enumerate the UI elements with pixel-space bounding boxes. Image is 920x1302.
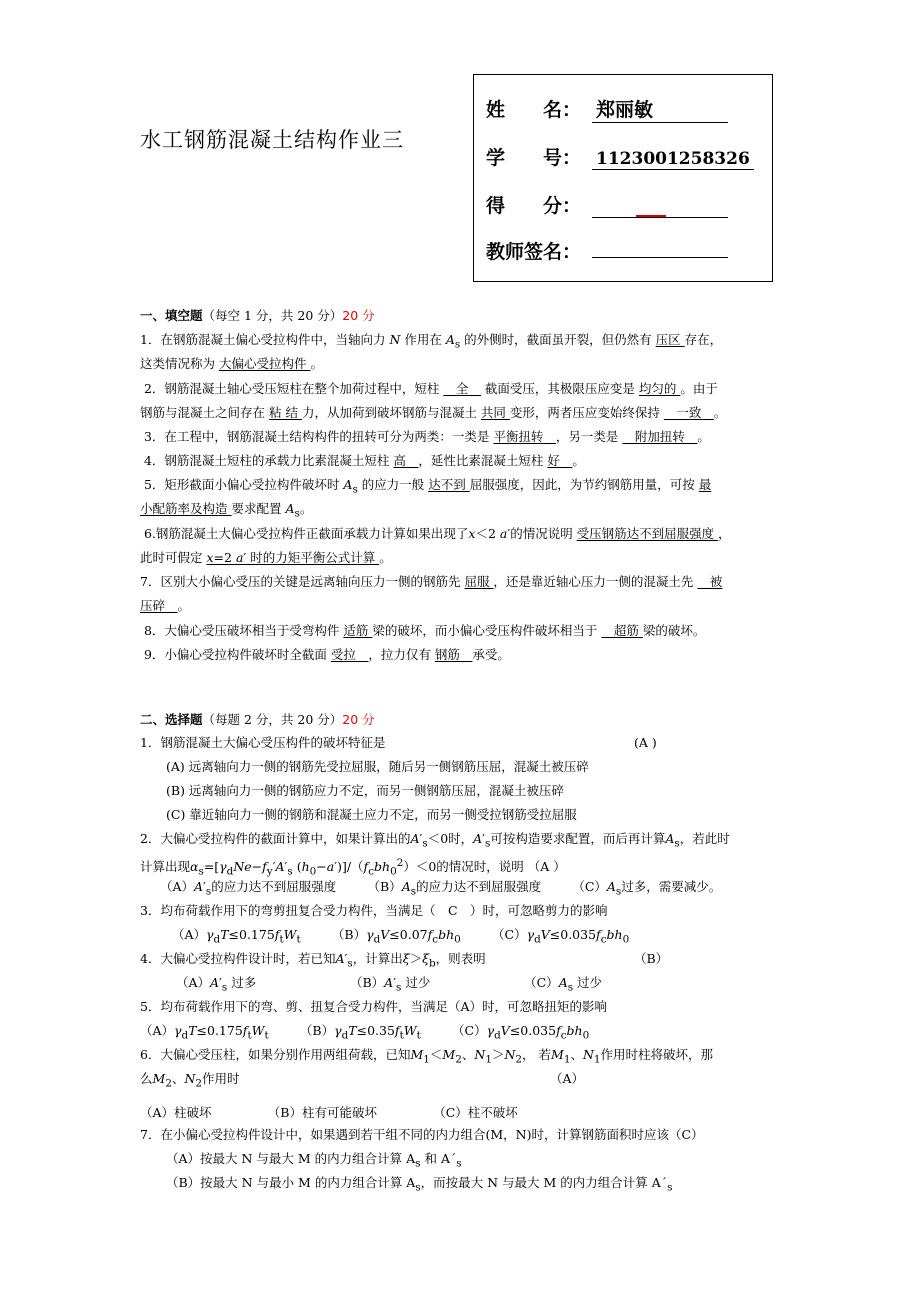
c2-line2: 计算出现$\alpha_s=[\gamma_dNe-f_y'A'_s$ $(h_0-a')]/(f_cbh_0^2)<0$的情况时，说明 （A ）: [140, 857, 566, 878]
q5-line1: 5．矩形截面小偏心受拉构件破坏时 $A_s$ 的应力一般 达不到 屈服强度，因此，为节约钢筋用量，可按 最: [140, 477, 712, 496]
red-mark: [636, 215, 666, 217]
c1-option-b: (B) 远离轴向力一侧的钢筋应力不定，而另一侧钢筋压屈，混凝土被压碎: [166, 783, 564, 798]
c3-options: $(A)\gamma_dT\le 0.175f_tW_t$ $(B)\gamma_dV\le 0.07f_cbh_0$ $(C)\gamma_dV\le 0.035f_cbh_0$: [172, 927, 630, 946]
id-row: [486, 143, 754, 173]
q9: 9．小偏心受拉构件破坏时全截面 受拉 ，拉力仅有 钢筋 承受。: [140, 647, 510, 662]
q1-line1: 1．在钢筋混凝土偏心受拉构件中，当轴向力 N 作用在 $A_s$ 的外侧时，截面虽开裂，但仍然有 压区 存在，: [140, 332, 723, 351]
c6-line2: 么$M_2$、$N_2$作用时 （A）: [140, 1071, 585, 1090]
c2-options: $(A)A'_s$的应力达不到屈服强度 $(B)A_s$的应力达不到屈服强度 $(C)A_s$过多，需要减少。: [160, 879, 722, 898]
name-value: 郑丽敏: [592, 95, 728, 123]
c5-options: $(A)\gamma_dT\le 0.175f_tW_t$ $(B)\gamma_dT\le 0.35f_tW_t$ $(C)\gamma_dV\le 0.035f_cbh_0$: [140, 1023, 590, 1042]
c1-option-a: (A) 远离轴向力一侧的钢筋先受拉屈服，随后另一侧钢筋压屈，混凝土被压碎: [166, 759, 589, 774]
section-1-heading: 一、填空题（每空 1 分，共 20 分）20 分: [140, 308, 375, 323]
q5-line2: 小配筋率及构造 要求配置 $A_s$。: [140, 501, 313, 520]
c2-line1: 2．大偏心受拉构件的截面计算中，如果计算出的$A'_s<0$时，$A'_s$可按构造要求配置，而后再计算$A_s$，若此时: [140, 831, 730, 850]
id-value: 1123001258326: [592, 149, 754, 170]
q1-line2: 这类情况称为 大偏心受拉构件 。: [140, 356, 323, 371]
name-row: [486, 95, 728, 125]
section-2-score: 20 分: [342, 712, 375, 727]
score-row: [486, 191, 728, 221]
c7-option-b: （B）按最大 N 与最小 M 的内力组合计算 $A_s$，而按最大 N 与最大 M 的内力组合计算 $A´_s$: [166, 1175, 673, 1194]
c7-stem: 7．在小偏心受拉构件设计中，如果遇到若干组不同的内力组合(M，N)时，计算钢筋面积时应该（C）: [140, 1127, 704, 1142]
c5-stem: 5．均布荷载作用下的弯、剪、扭复合受力构件，当满足（A）时，可忽略扭矩的影响: [140, 999, 607, 1014]
q4: 4．钢筋混凝土短柱的承载力比素混凝土短柱 高 ，延性比素混凝土短柱 好 。: [140, 453, 585, 468]
c7-option-a: （A）按最大 N 与最大 M 的内力组合计算 $A_s$ 和 $A´_s$: [166, 1151, 462, 1170]
q6-line2: 此时可假定 x=2 a′ 时的力矩平衡公式计算 。: [140, 550, 392, 565]
teacher-row: [486, 237, 728, 267]
c4-options: $(A)A'_s$ 过多 $(B)A'_s$ 过少 $(C)A_s$ 过少: [176, 975, 603, 994]
q7-line1: 7．区别大小偏心受压的关键是远离轴向压力一侧的钢筋先 屈服 ，还是靠近轴心压力一侧的混凝土先 被: [140, 574, 723, 589]
section-1-score: 20 分: [342, 308, 375, 323]
section-2-heading: 二、选择题（每题 2 分，共 20 分）20 分: [140, 712, 375, 727]
c1-option-c: (C) 靠近轴向力一侧的钢筋和混凝土应力不定，而另一侧受拉钢筋受拉屈服: [166, 807, 577, 822]
q7-line2: 压碎 。: [140, 598, 191, 613]
name-label: 姓 名：: [486, 99, 582, 121]
teacher-signature-field[interactable]: [592, 257, 728, 258]
c1-stem: 1．钢筋混凝土大偏心受压构件的破坏特征是 (A ): [140, 735, 657, 750]
q8: 8．大偏心受压破坏相当于受弯构件 适筋 梁的破坏，而小偏心受压构件破坏相当于 超筋 梁的破坏。: [140, 623, 706, 638]
c6-line1: 6．大偏心受压柱，如果分别作用两组荷载，已知$M_1<M_2$、$N_1>N_2$， 若$M_1$、$N_1$作用时柱将破坏，那: [140, 1047, 714, 1066]
teacher-label: 教师签名：: [486, 241, 582, 263]
q2-line2: 钢筋与混凝土之间存在 粘 结 力，从加荷到破坏钢筋与混凝土 共同 变形，两者压应变始终保持 一致 。: [140, 405, 727, 420]
student-info-box: [473, 74, 773, 282]
score-field[interactable]: [592, 195, 728, 218]
c4-stem: 4．大偏心受拉构件设计时，若已知$A'_s$，计算出$\xi>\xi_b$，则表明 （B）: [140, 951, 669, 970]
id-label: 学 号：: [486, 147, 582, 169]
q3: 3．在工程中，钢筋混凝土结构构件的扭转可分为两类：一类是 平衡扭转 ，另一类是 附加扭转 。: [140, 429, 710, 444]
score-label: 得 分：: [486, 195, 582, 217]
c3-stem: 3．均布荷载作用下的弯剪扭复合受力构件，当满足（ C ）时，可忽略剪力的影响: [140, 903, 608, 918]
page-title: 水工钢筋混凝土结构作业三: [140, 128, 404, 152]
q2-line1: 2．钢筋混凝土轴心受压短柱在整个加荷过程中，短柱 全 截面受压，其极限压应变是 均匀的 。由于: [140, 381, 718, 396]
q6-line1: 6.钢筋混凝土大偏心受拉构件正截面承载力计算如果出现了x＜2 a′的情况说明 受压钢筋达不到屈服强度 ，: [140, 526, 731, 541]
c6-options: （A）柱破坏 （B）柱有可能破坏 （C）柱不破坏: [140, 1105, 518, 1120]
